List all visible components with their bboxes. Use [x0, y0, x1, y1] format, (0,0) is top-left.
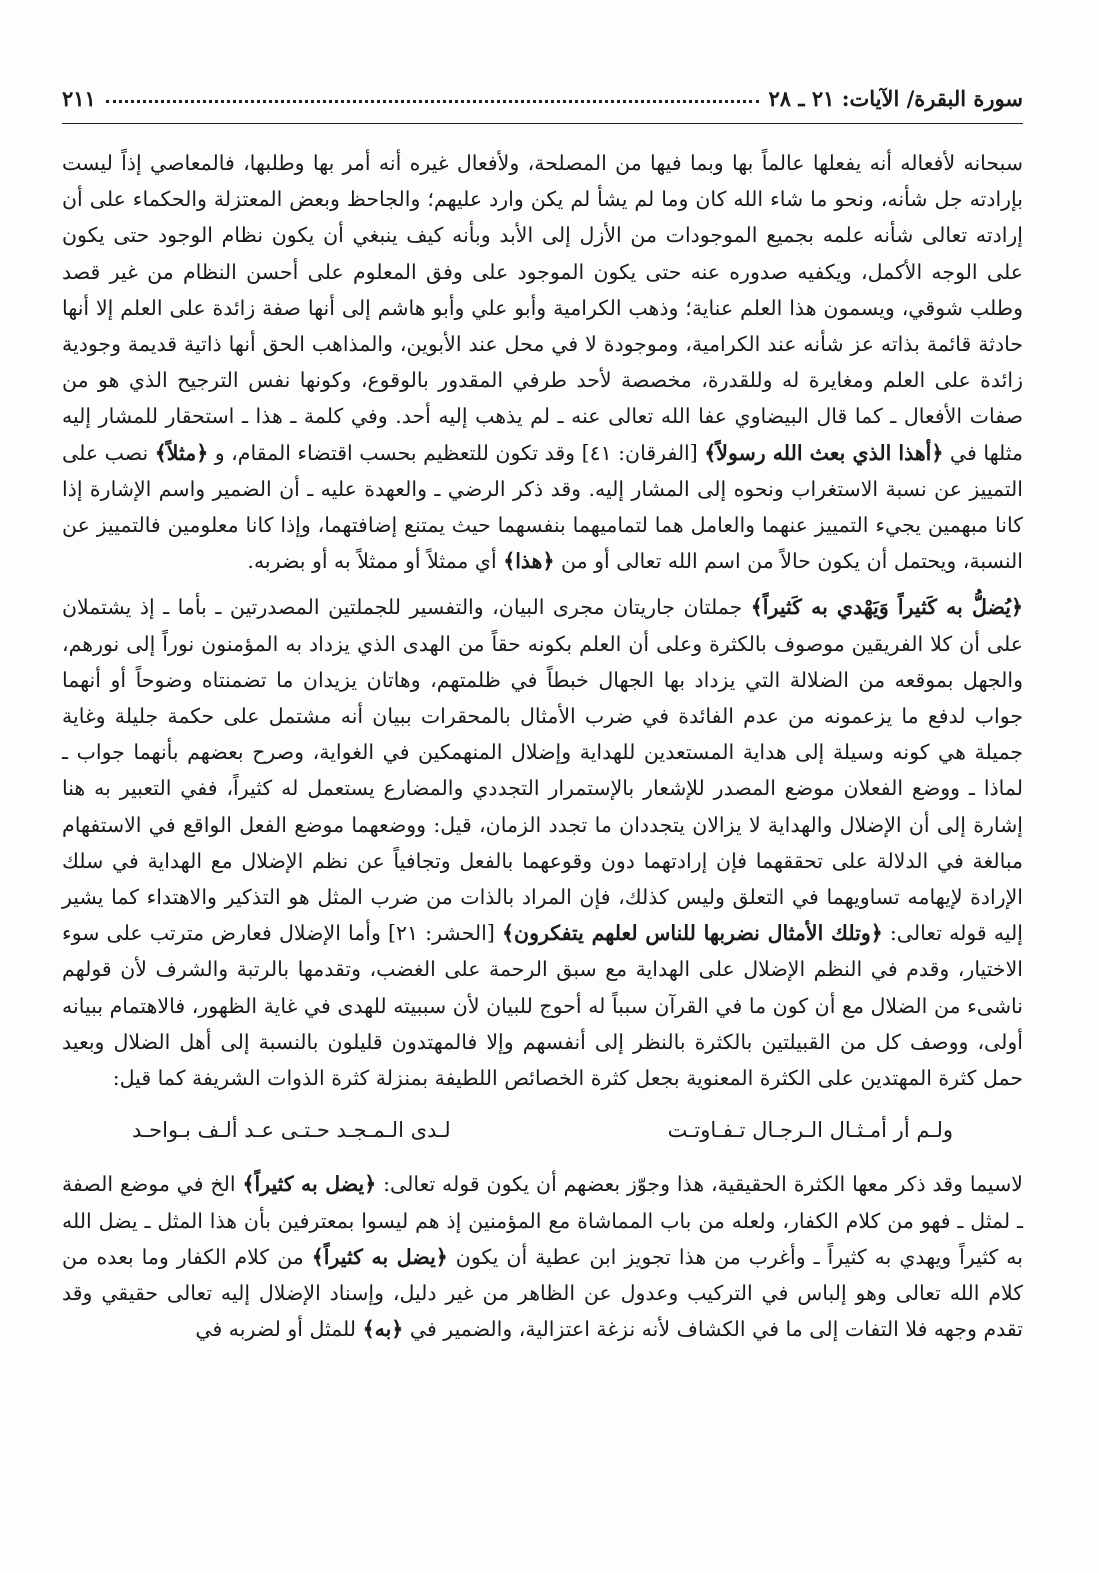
verse-first-hemistich: ولـم أر أمـثـال الـرجـال تـفـاوتـت — [667, 1118, 953, 1143]
page-body — [62, 145, 1023, 1348]
paragraph-2 — [62, 589, 1023, 1096]
quran-quote: ﴿مثلاً﴾ — [154, 440, 209, 465]
quran-quote: ﴿يضل به كثيراً﴾ — [242, 1172, 377, 1197]
text-run: [الحشر: ٢١] وأما الإضلال فعارض مترتب على سوء الاختيار، وقدم في النظم الإضلال على الهداية مع سبق الرحمة على الغضب، وتقدمها بالرتبة والشرف لأن قولهم ناشىء من الضلال مع أن كون ما في القرآن سبباً له أحوج للبيان لأن سببيته للهدى في غاية الظهور، فالاهتمام ببيانه أولى، ووصف كل من القبيلتين بالكثرة بالنظر إلى أنفسهم وإلا فالمهتدون قليلون بالنسبة إلى أهل الضلال وبعيد حمل كثرة المهتدين على الكثرة المعنوية بجعل كثرة الخصائص اللطيفة بمنزلة كثرة الذوات الشريفة كما قيل: — [62, 921, 1023, 1091]
quran-quote: ﴿هذا﴾ — [503, 549, 555, 574]
quran-quote: ﴿وتلك الأمثال نضربها للناس لعلهم يتفكرون﴾ — [502, 921, 883, 946]
text-run: للمثل أو لضربه في — [195, 1317, 357, 1342]
header-dots — [106, 94, 759, 103]
quran-quote: ﴿به﴾ — [362, 1317, 404, 1342]
quran-quote: ﴿يضل به كثيراً﴾ — [311, 1244, 448, 1269]
text-run: [الفرقان: ٤١] وقد تكون للتعظيم بحسب اقتضاء المقام، و — [214, 440, 698, 465]
text-run: جملتان جاريتان مجرى البيان، والتفسير للجملتين المصدرتين ـ بأما ـ إذ يشتملان على أن كلا الفريقين موصوف بالكثرة وعلى أن العلم بكونه حقاً من الهدى الذي يزداد به المؤمنون نوراً إلى نورهم، والجهل بموقعه من الضلالة التي يزداد بها الجهال خبطاً في ظلمتهم، وهاتان يزيدان ما تضمنتاه وضوحاً أو أنهما جواب لدفع ما يزعمونه من عدم الفائدة في ضرب الأمثال بالمحقرات ببيان أنه مشتمل على حكمة جليلة وغاية جميلة هي كونه وسيلة إلى هداية المستعدين للهداية وإضلال المنهمكين في الغواية، وصرح بعضهم بأنهما جواب ـ لماذا ـ ووضع الفعلان موضع المصدر للإشعار بالإستمرار التجددي والمضارع يستعمل له كثيراً، ففي التعبير به هنا إشارة إلى أن الإضلال والهداية لا يزالان يتجددان ما تجدد الزمان، قيل: ووضعهما موضع الفعل الواقع في الاستفهام مبالغة في الدلالة على تحققهما فإن إرادتهما دون وقوعهما بالفعل وتجافياً عن نظم الإضلال مع الهداية في سلك الإرادة لإيهامه تساويهما في التعلق وليس كذلك، فإن المراد بالذات من ضرب المثل هو التذكير والاهتداء كما يشير إليه قوله تعالى: — [62, 595, 1023, 946]
page-number: ٢١١ — [62, 85, 96, 111]
text-run: لاسيما وقد ذكر معها الكثرة الحقيقية، هذا وجوّز بعضهم أن يكون قوله تعالى: — [383, 1172, 1023, 1197]
header-rule — [62, 123, 1023, 124]
paragraph-3 — [62, 1166, 1023, 1347]
text-run: نصب على التمييز عن نسبة الاستغراب ونحوه إلى المشار إليه. وقد ذكر الرضي ـ والعهدة عليه ـ أن الضمير واسم الإشارة إذا كانا مبهمين يجيء التمييز عنهما والعامل هما لتماميهما بنفسهما حيث يمتنع إضافتهما، وإذا كانا معلومين فالتمييز عن النسبة، ويحتمل أن يكون حالاً من اسم الله تعالى أو من — [62, 440, 1023, 574]
verse-second-hemistich: لـدى الـمـجـد حـتـى عـد ألـف بـواحـد — [132, 1118, 451, 1143]
text-run: من كلام الكفار وما بعده من كلام الله تعالى وهو إلباس في التركيب وعدول عن الظاهر من غير دليل، وإسناد الإضلال إليه تعالى حقيقي وقد تقدم وجهه فلا التفات إلى ما في الكشاف لأنه نزغة اعتزالية، والضمير في — [62, 1244, 1023, 1342]
text-run: الخ في موضع الصفة ـ لمثل ـ فهو من كلام الكفار، ولعله من باب المماشاة مع المؤمنين إذ هم ليسوا بمعترفين بأن هذا المثل ـ يضل الله به كثيراً ويهدي به كثيراً ـ وأغرب من هذا تجويز ابن عطية أن يكون — [62, 1172, 1023, 1269]
quran-quote: ﴿يُضلُّ به كَثيراً وَيَهْدي به كَثيراً﴾ — [750, 595, 1023, 620]
text-run: أي ممثلاً أو ممثلاً به أو بضربه. — [247, 549, 497, 574]
text-run: سبحانه لأفعاله أنه يفعلها عالماً بها وبما فيها من المصلحة، ولأفعال غيره أنه أمر بها وطلبها، فالمعاصي إذاً ليست بإرادته جل شأنه، ونحو ما شاء الله كان وما لم يشأ لم يكن وارد عليهم؛ والجاحظ وبعض المعتزلة والحكماء على أن إرادته تعالى شأنه علمه بجميع الموجودات من الأزل إلى الأبد وبأنه كيف ينبغي أن يكون نظام الوجود حتى يكون على الوجه الأكمل، ويكفيه صدوره عنه حتى يكون الموجود على وفق المعلوم على أحسن النظام من غير قصد وطلب شوقي، ويسمون هذا العلم عناية؛ وذهب الكرامية وأبو علي وأبو هاشم إلى أنها صفة زائدة على العلم إلا أنها حادثة قائمة بذاته عز شأنه عند الكرامية، وموجودة لا في محل عند الأبوين، والمذاهب الحق أنها ذاتية قديمة وجودية زائدة على العلم ومغايرة له وللقدرة، مخصصة لأحد طرفي المقدور بالوقوع، وكونها نفس الترجيح الذي هو من صفات الأفعال ـ كما قال البيضاوي عفا الله تعالى عنه ـ لم يذهب إليه أحد. وفي كلمة ـ هذا ـ استحقار للمشار إليه مثلها في — [62, 151, 1023, 465]
paragraph-1 — [62, 145, 1023, 579]
quran-quote: ﴿أهذا الذي بعث الله رسولاً﴾ — [704, 440, 944, 465]
poetry-verse — [132, 1112, 953, 1148]
page-header — [62, 80, 1023, 116]
surah-title: سورة البقرة/ الآيات: ٢١ ـ ٢٨ — [768, 85, 1023, 111]
